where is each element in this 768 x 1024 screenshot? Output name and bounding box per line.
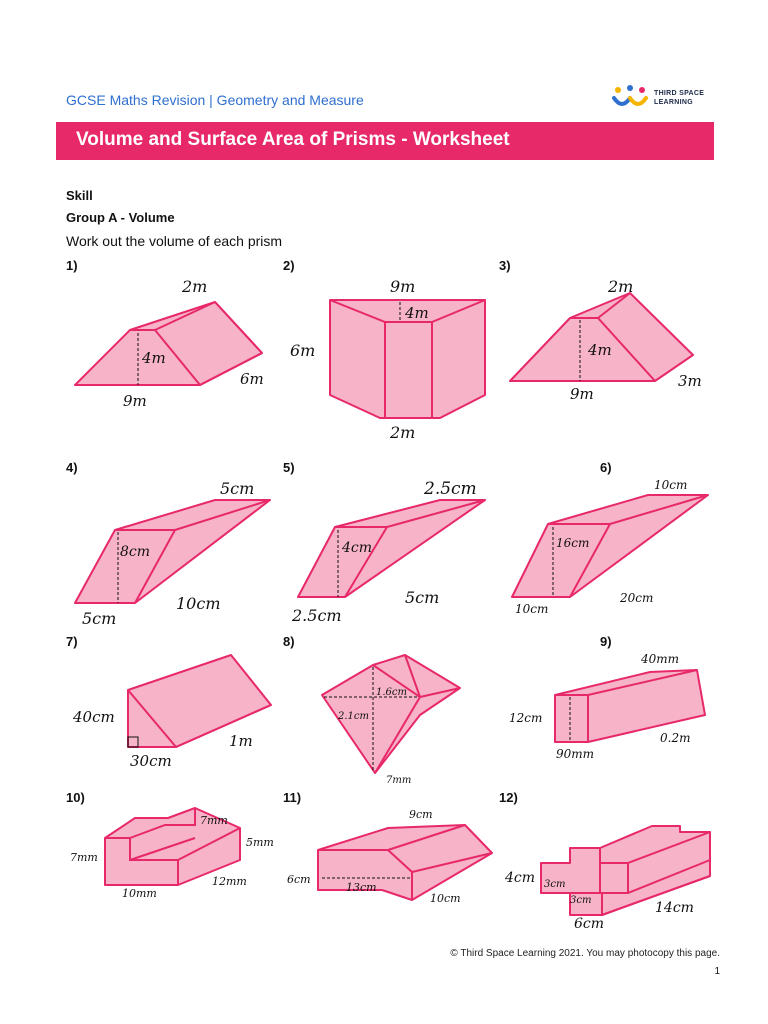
dimension-label: 30cm bbox=[130, 752, 172, 770]
dimension-label: 13cm bbox=[346, 881, 377, 894]
dimension-label: 1.6cm bbox=[376, 687, 407, 698]
dimension-label: 16cm bbox=[556, 536, 590, 550]
dimension-label: 3cm bbox=[544, 879, 566, 890]
prism-figure-11 bbox=[287, 808, 492, 905]
prism-figure-5 bbox=[291, 479, 485, 625]
dimension-label: 8cm bbox=[120, 544, 151, 560]
dimension-label: 9m bbox=[123, 392, 147, 410]
question-number: 10) bbox=[66, 790, 85, 805]
dimension-label: 2.5cm bbox=[424, 479, 477, 499]
dimension-label: 10cm bbox=[654, 478, 688, 492]
prism-figure-9 bbox=[509, 652, 705, 761]
dimension-label: 4m bbox=[588, 341, 612, 359]
dimension-label: 4m bbox=[142, 349, 166, 367]
dimension-label: 5cm bbox=[82, 609, 117, 628]
dimension-label: 6m bbox=[240, 370, 264, 388]
dimension-label: 6cm bbox=[574, 916, 605, 932]
copyright-notice: © Third Space Learning 2021. You may photocopy this page. bbox=[450, 948, 720, 959]
dimension-label: 40mm bbox=[641, 652, 680, 666]
dimension-label: 10mm bbox=[122, 887, 157, 900]
prism-figure-7 bbox=[72, 655, 271, 770]
dimension-label: 5cm bbox=[220, 479, 255, 498]
dimension-label: 12mm bbox=[212, 875, 247, 888]
question-number: 4) bbox=[66, 460, 78, 475]
dimension-label: 10cm bbox=[515, 602, 549, 616]
group-heading: Group A - Volume bbox=[66, 210, 175, 225]
question-number: 11) bbox=[283, 790, 302, 805]
question-number: 12) bbox=[499, 790, 518, 805]
question-number: 5) bbox=[283, 460, 295, 475]
dimension-label: 10cm bbox=[176, 594, 221, 613]
question-number: 8) bbox=[283, 634, 295, 649]
dimension-label: 2m bbox=[390, 423, 416, 442]
dimension-label: 14cm bbox=[655, 900, 694, 916]
question-number: 2) bbox=[283, 258, 295, 273]
dimension-label: 5mm bbox=[246, 836, 274, 849]
prism-figure-8 bbox=[322, 655, 460, 786]
dimension-label: 3cm bbox=[570, 895, 592, 906]
question-number: 9) bbox=[600, 634, 612, 649]
prism-figure-2 bbox=[290, 277, 485, 442]
dimension-label: 4cm bbox=[505, 870, 536, 886]
dimension-label: 7mm bbox=[386, 775, 412, 786]
dimension-label: 20cm bbox=[620, 591, 654, 605]
skill-heading: Skill bbox=[66, 188, 93, 203]
dimension-label: 9m bbox=[570, 385, 594, 403]
page-number: 1 bbox=[714, 966, 720, 977]
dimension-label: 2m bbox=[608, 277, 634, 296]
dimension-label: 40cm bbox=[73, 708, 115, 726]
dimension-label: 7mm bbox=[200, 814, 228, 827]
dimension-label: 9m bbox=[390, 277, 416, 296]
dimension-label: 3m bbox=[678, 372, 702, 390]
dimension-label: 5cm bbox=[405, 588, 440, 607]
dimension-label: 12cm bbox=[509, 711, 543, 725]
dimension-label: 90mm bbox=[556, 747, 595, 761]
dimension-label: 2.1cm bbox=[338, 711, 369, 722]
logo-text-line1: THIRD SPACE bbox=[654, 90, 705, 97]
question-number: 6) bbox=[600, 460, 612, 475]
question-number: 3) bbox=[499, 258, 511, 273]
dimension-label: 2m bbox=[182, 277, 208, 296]
prism-figure-4 bbox=[75, 479, 270, 628]
prism-figure-3 bbox=[510, 277, 702, 403]
worksheet-title: Volume and Surface Area of Prisms - Worksheet bbox=[76, 129, 510, 150]
dimension-label: 7mm bbox=[70, 851, 98, 864]
dimension-label: 10cm bbox=[430, 892, 461, 905]
prism-figure-6 bbox=[512, 478, 708, 616]
dimension-label: 4m bbox=[405, 304, 429, 322]
course-subtitle: GCSE Maths Revision | Geometry and Measure bbox=[66, 92, 364, 108]
question-number: 1) bbox=[66, 258, 78, 273]
dimension-label: 0.2m bbox=[660, 731, 691, 745]
prism-figure-10 bbox=[70, 808, 274, 900]
dimension-label: 6m bbox=[290, 341, 316, 360]
dimension-label: 2.5cm bbox=[292, 606, 342, 625]
instruction-text: Work out the volume of each prism bbox=[66, 233, 283, 249]
dimension-label: 6cm bbox=[287, 873, 311, 886]
dimension-label: 4cm bbox=[342, 540, 373, 556]
prism-figure-12 bbox=[504, 826, 710, 932]
question-number: 7) bbox=[66, 634, 78, 649]
dimension-label: 1m bbox=[229, 732, 253, 750]
dimension-label: 9cm bbox=[409, 808, 433, 821]
logo-text-line2: LEARNING bbox=[654, 99, 693, 106]
